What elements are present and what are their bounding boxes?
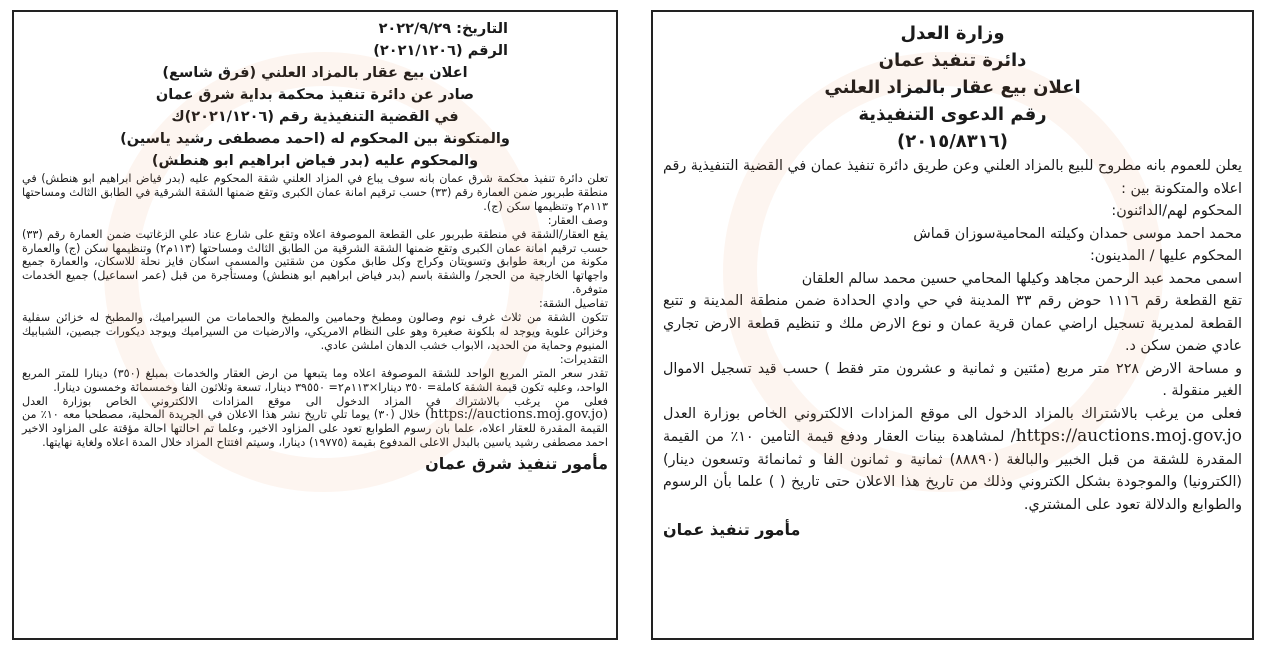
notice-title: اعلان بيع عقار بالمزاد العلني (فرق شاسع) (162, 65, 468, 81)
participation-text-start: فعلى من يرغب بالاشتراك في المزاد الدخول الى موقع المزادات الالكتروني الخاص بوزارة العدل (22, 394, 608, 408)
debtors-names: اسمى محمد عبد الرحمن مجاهد وكيلها المحامي حسين محمد سالم العلقان (801, 270, 1242, 287)
notice-date: التاريخ: ٢٠٢٢/٩/٢٩ (378, 21, 508, 37)
participation-paragraph (22, 395, 608, 451)
creditors-label: المحكوم لهم/الدائنون: (1111, 203, 1242, 219)
property-section-title: وصف العقار: (547, 213, 608, 227)
plot-area: و مساحة الارض ٢٢٨ متر مربع (مئتين و ثمانية و عشرون متر فقط ) حسب قيد تسجيل الاموال الغير منقولة . (663, 360, 1243, 399)
valuation-text: تقدر سعر المتر المربع الواحد للشقة الموصوفة اعلاه وما يتبعها من ارض العقار والخدمات بمبلغ (٣٥٠) دينارا للمتر المربع الواحد، وعليه تكون قيمة الشقة كاملة= ٣٥٠ دينارا×١١٣م٢= ٣٩٥٥٠ دينارا، تسعة وثلاثون الفا وخمسمائة وخمسون دينارا. (22, 366, 609, 394)
participation-text-end: / لمشاهدة بينات العقار ودفع قيمة التامين ١٠٪ من القيمة المقدرة للشقة من قبل الخبير والبالغة (٨٨٨٩٠) ثمانية و ثمانون الفا و ثمانمائة وتسعون دينار) (الكترونيا) والموجودة بشكل الكتروني وذلك من تاريخ هذا الاعلان حتى تاريخ ( ) علما بأن الرسوم والطوابع والدلالة تعود على المشتري. (663, 429, 1242, 513)
notice-number: الرقم (٢٠٢١/١٢٠٦) (373, 43, 508, 59)
case-number-label: رقم الدعوى التنفيذية (858, 104, 1047, 125)
valuation-section-title: التقديرات: (559, 352, 608, 366)
notice-title: اعلان بيع عقار بالمزاد العلني (824, 77, 1081, 98)
case-number: (٢٠١٥/٨٣١٦) (897, 131, 1008, 152)
signature: مأمور تنفيذ عمان (663, 520, 801, 539)
auction-website-link[interactable]: https://auctions.moj.gov.jo (1015, 426, 1242, 446)
announcement-paragraph: يعلن للعموم بانه مطروح للبيع بالمزاد العلني وعن طريق دائرة تنفيذ عمان في القضية التنفيذية رقم اعلاه والمتكونة بين : (662, 158, 1242, 197)
property-description: يقع العقار/الشقة في منطقة طبربور على القطعة الموصوفة اعلاه وتقع على شارع عناد علي الزغاتيت ضمن العمارة رقم (٣٣) حسب ترقيم امانة عمان الكبرى وتقع ضمنها الشقة الشرقية من الطابق الثالث ومساحتها (١١٣م٢) وتنظيمها سكن (ج) والعمارة مكونة من اربعة طوابق وتسويتان وكراج وكل طابق مكون من شقتين والمسمى اسكان فايز نحلة للاسكان، والعمارة جميع واجهاتها الخارجية من الحجر/ والشقة باسم (بدر فياض ابراهيم ابو هنطش) ومستأجرة من قبل (عمر اسماعيل) جميع الخدمات متوفرة. (22, 227, 608, 297)
amman-auction-notice (651, 10, 1254, 640)
intro-paragraph: تعلن دائرة تنفيذ محكمة شرق عمان بانه سوف يباع في المزاد العلني شقة المحكوم عليه (بدر فياض ابراهيم ابو هنطش) في منطقة طبربور ضمن العمارة رقم (٣٣) حسب ترقيم امانة عمان الكبرى وتقع ضمنها الشقة الشرقية في الطابق الثالث ومساحتها ١١٣م٢ وتنظيمها سكن (ج). (22, 172, 608, 213)
debtor-line: والمحكوم عليه (بدر فياض ابراهيم ابو هنطش) (151, 153, 479, 169)
details-section-title: تفاصيل الشقة: (538, 297, 608, 311)
apartment-details: تتكون الشقة من ثلاث غرف نوم وصالون ومطبخ وحمامين والمطبخ والحمامات من السيراميك، والمطبخ له خزائن سفلية وخزائن علوية ويوجد له بلكونة صغيرة وهو على النظام الامريكي، والارضيات من السيراميك ويوجد ديكورات جبصين، الشبابيك المنيوم وحماية من الحديد، الابواب خشب الدهان املشن عادي. (22, 311, 608, 352)
plot-location: تقع القطعة رقم ١١١٦ حوض رقم ٣٣ المدينة في حي وادي الحدادة ضمن منطقة المدينة و تتبع القطعة لمديرية تسجيل اراضي عمان قرية عمان و نوع الارض ملك و تنظيم قطعة الارض تجاري عادي ضمن سكن د. (663, 293, 1242, 354)
east-amman-auction-notice (12, 10, 618, 640)
department-name: دائرة تنفيذ عمان (878, 50, 1027, 71)
ministry-name: وزارة العدل (900, 23, 1005, 44)
auction-website-link[interactable]: (https://auctions.moj.gov.jo) (424, 407, 609, 423)
debtors-label: المحكوم عليها / المدينون: (1089, 248, 1242, 264)
participation-text-end: خلال (٣٠) يوما تلي تاريخ نشر هذا الاعلان في الجريدة المحلية، مصطحبا معه ١٠٪ من القيمة المقدرة للعقار اعلاه، علما بان رسوم الطوابع تعود على المزاود الاخير، وعلما تم احالتها احالة مؤقتة على المزاود الاخير احمد مصطفى رشيد ياسين بالبدل الاعلى المدفوع بقيمة (١٩٧٧٥) دينارا، وسيتم افتتاح المزاد خلال المدة اعلاه ولغاية نهايتها. (22, 408, 608, 450)
creditor-line: والمتكونة بين المحكوم له (احمد مصطفى رشيد ياسين) (120, 131, 510, 147)
case-number-line: في القضية التنفيذية رقم (٢٠٢١/١٢٠٦)ك (171, 109, 459, 125)
signature: مأمور تنفيذ شرق عمان (425, 454, 608, 474)
participation-paragraph (663, 403, 1242, 517)
issuer-line: صادر عن دائرة تنفيذ محكمة بداية شرق عمان (155, 87, 475, 103)
creditors-names: محمد احمد موسى حمدان وكيلته المحاميةسوزان قماش (913, 225, 1242, 242)
participation-text-start: فعلى من يرغب بالاشتراك بالمزاد الدخول الى موقع المزادات الالكتروني الخاص بوزارة العدل (663, 405, 1242, 422)
